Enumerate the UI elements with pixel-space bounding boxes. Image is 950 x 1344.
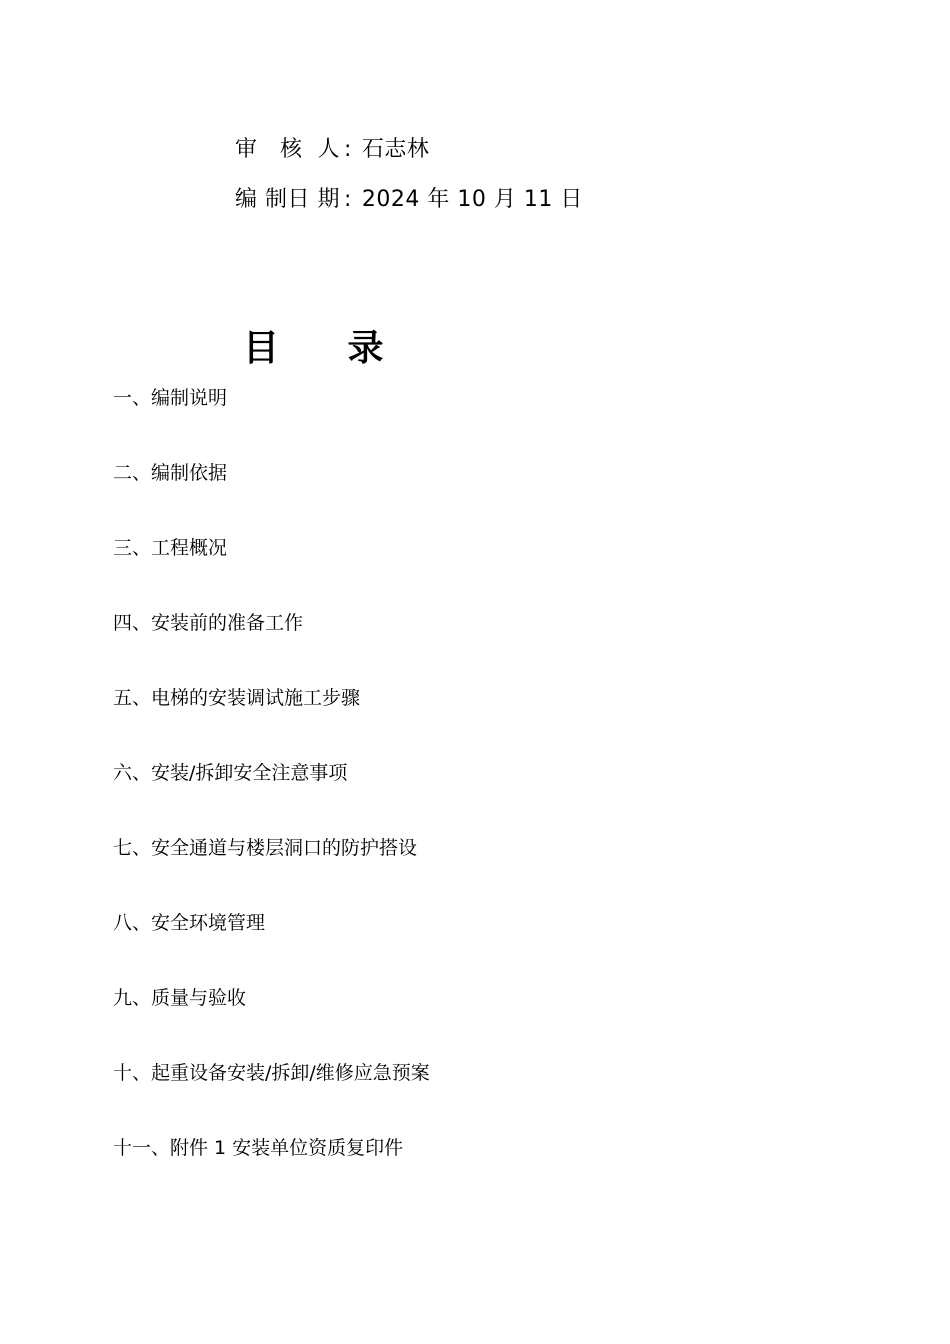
toc-title: 目 录 (243, 328, 412, 369)
toc-item-10[interactable]: 十、起重设备安装/拆卸/维修应急预案 (113, 1062, 430, 1084)
toc-item-5[interactable]: 五、电梯的安装调试施工步骤 (113, 687, 361, 709)
compile-date-value: 2024 年 10 月 11 日 (361, 187, 583, 212)
toc-item-4[interactable]: 四、安装前的准备工作 (113, 612, 304, 634)
toc-item-9[interactable]: 九、质量与验收 (113, 987, 247, 1009)
toc-item-11[interactable]: 十一、附件 1 安装单位资质复印件 (113, 1137, 404, 1159)
toc-item-8[interactable]: 八、安全环境管理 (113, 912, 266, 934)
reviewer-label: 审 核 人 (235, 137, 340, 162)
reviewer-name: 石志林 (361, 137, 430, 162)
toc-item-3[interactable]: 三、工程概况 (113, 537, 228, 559)
compile-date-label: 编 制日 期 (235, 187, 340, 212)
toc-item-2[interactable]: 二、编制依据 (113, 462, 228, 484)
compile-date-separator: : (344, 187, 352, 212)
reviewer-separator: : (343, 137, 352, 162)
toc-item-1[interactable]: 一、编制说明 (113, 387, 228, 409)
toc-list (113, 384, 430, 1209)
compile-date-row (235, 185, 583, 215)
toc-item-6[interactable]: 六、安装/拆卸安全注意事项 (113, 762, 348, 784)
toc-item-7[interactable]: 七、安全通道与楼层洞口的防护搭设 (113, 837, 418, 859)
reviewer-row (235, 135, 429, 165)
